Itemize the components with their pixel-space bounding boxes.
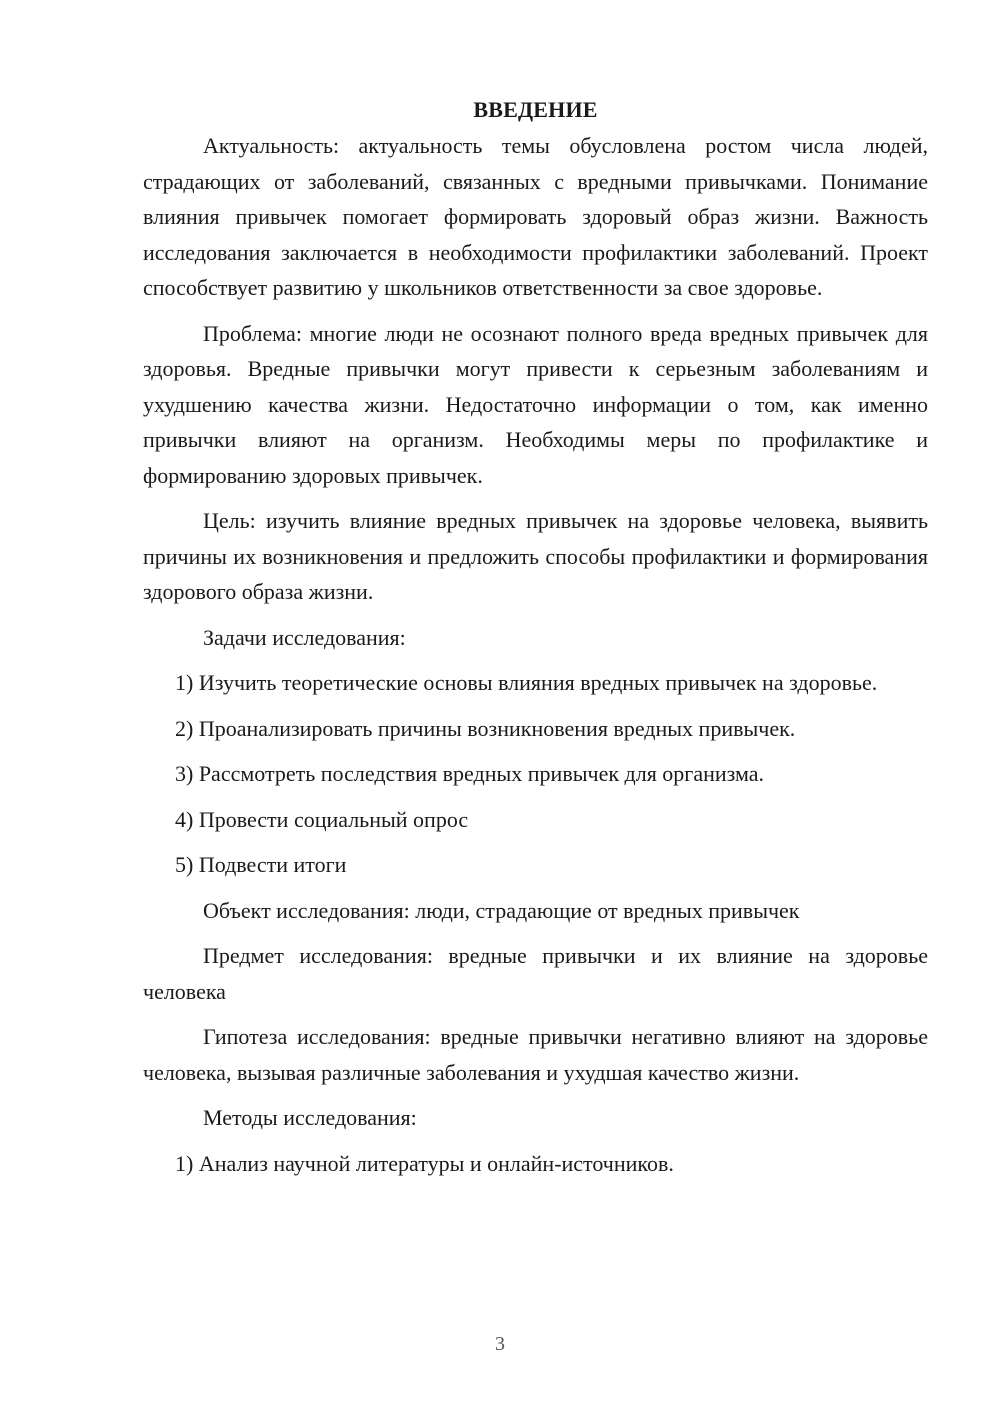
hypothesis-paragraph: Гипотеза исследования: вредные привычки негативно влияют на здоровье человека, вызывая различные заболевания и ухудшая качество жизни. — [143, 1024, 928, 1085]
subject-paragraph: Предмет исследования: вредные привычки и их влияние на здоровье человека — [143, 943, 928, 1004]
object-paragraph: Объект исследования: люди, страдающие от вредных привычек — [203, 897, 800, 923]
relevance-paragraph: Актуальность: актуальность темы обусловлена ростом числа людей, страдающих от заболеваний, связанных с вредными привычками. Понимание влияния привычек помогает формировать здоровый образ жизни. Важность исследования заключается в необходимости профилактики заболеваний. Проект способствует развитию у школьников ответственности за свое здоровье. — [143, 133, 928, 300]
task-item-2: 2) Проанализировать причины возникновения вредных привычек. — [175, 715, 796, 741]
section-title: ВВЕДЕНИЕ — [473, 97, 598, 122]
task-item-5: 5) Подвести итоги — [175, 852, 347, 877]
page-number: 3 — [495, 1333, 505, 1355]
method-item-1: 1) Анализ научной литературы и онлайн-источников. — [175, 1150, 674, 1176]
tasks-heading: Задачи исследования: — [203, 624, 406, 650]
methods-heading: Методы исследования: — [203, 1105, 417, 1130]
document-page — [143, 92, 928, 1181]
task-item-3: 3) Рассмотреть последствия вредных привычек для организма. — [175, 761, 765, 786]
task-item-1: 1) Изучить теоретические основы влияния вредных привычек на здоровье. — [175, 670, 878, 695]
problem-paragraph: Проблема: многие люди не осознают полного вреда вредных привычек для здоровья. Вредные привычки могут привести к серьезным заболеваниям и ухудшению качества жизни. Недостаточно информации о том, как именно привычки влияют на организм. Необходимы меры по профилактике и формированию здоровых привычек. — [143, 320, 928, 488]
goal-paragraph: Цель: изучить влияние вредных привычек на здоровье человека, выявить причины их возникновения и предложить способы профилактики и формирования здорового образа жизни. — [143, 508, 928, 604]
task-item-4: 4) Провести социальный опрос — [175, 806, 469, 832]
